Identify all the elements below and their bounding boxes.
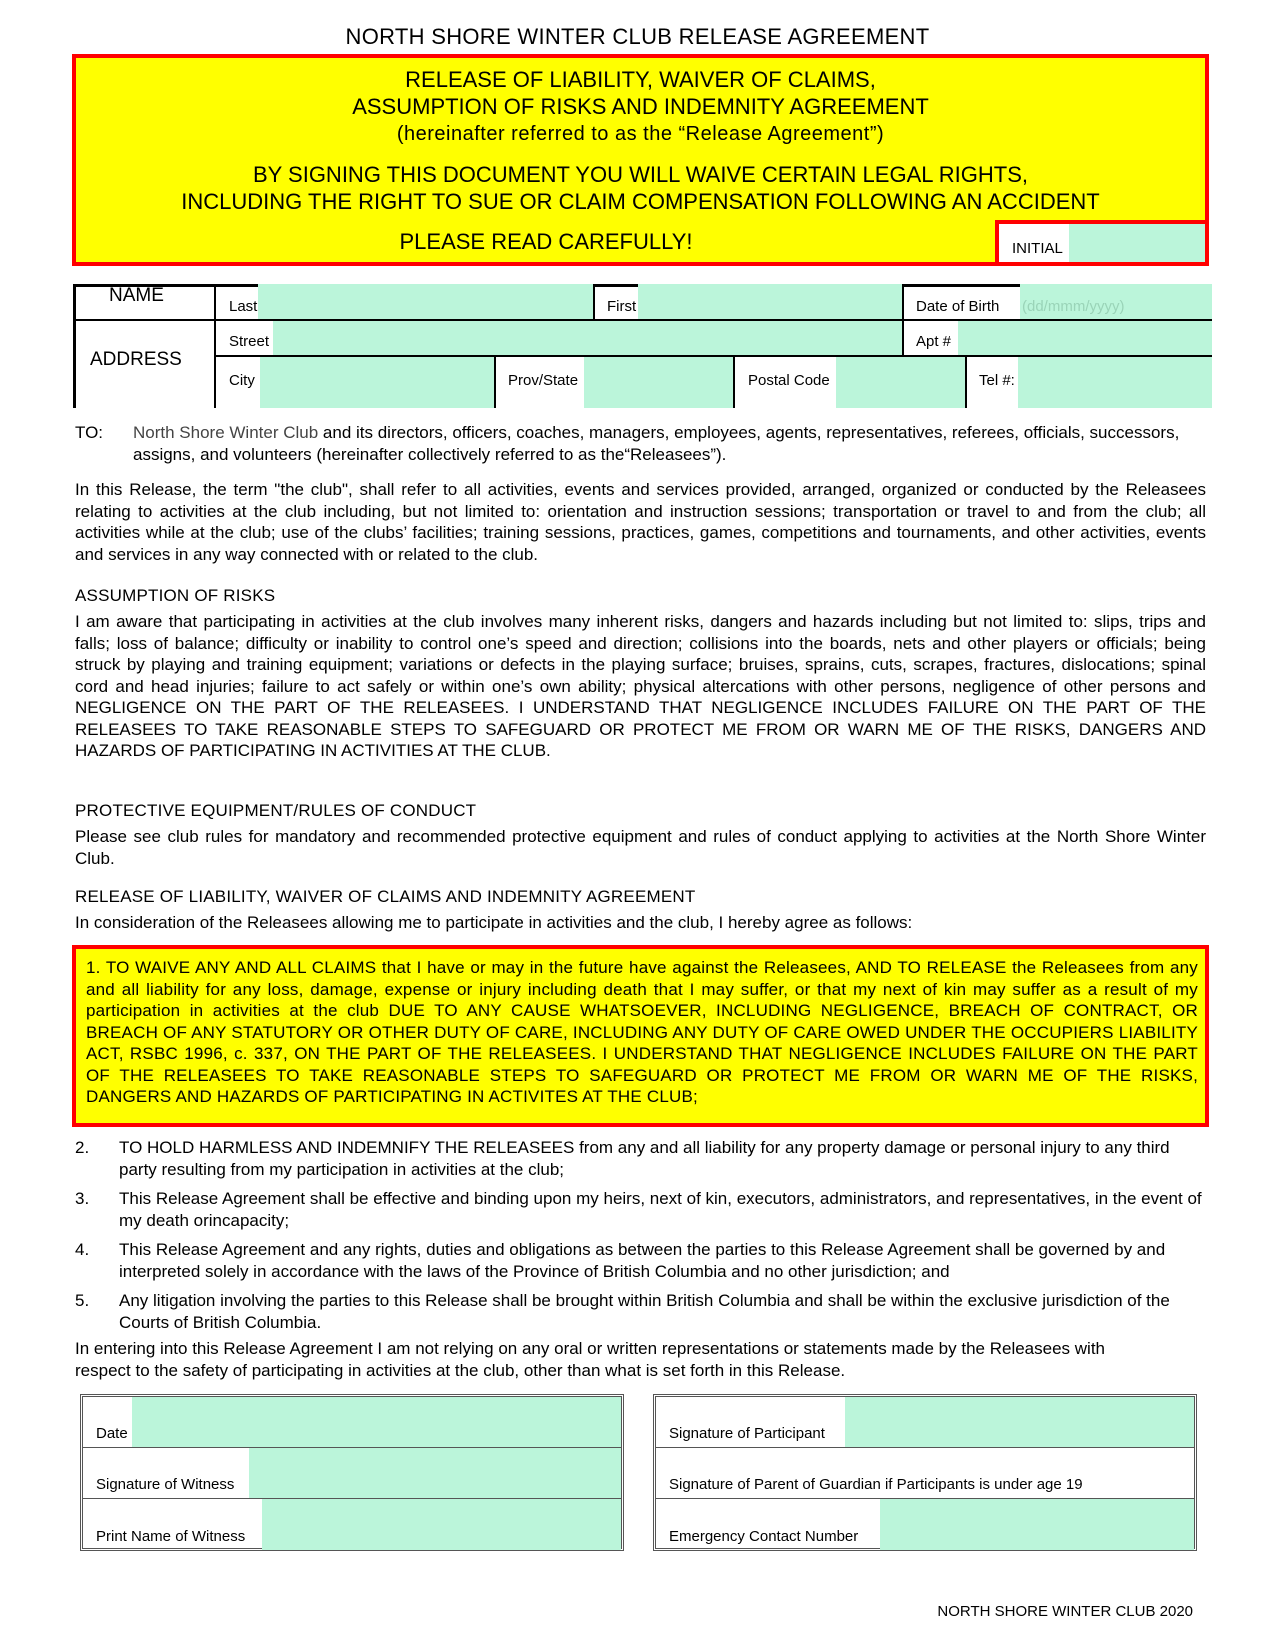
parent-signature-label: Signature of Parent of Guardian if Participants is under age 19 (669, 1476, 1083, 1493)
street-label: Street (229, 333, 270, 350)
to-recipients: and its directors, officers, coaches, managers, employees, agents, representatives, referees, officials, successors, assigns, and volunteers (hereinafter collectively referred to as the“Releasees”). (133, 423, 1180, 464)
apt-field[interactable] (958, 321, 1212, 355)
name-label: NAME (109, 285, 164, 306)
warning-rights-line1: BY SIGNING THIS DOCUMENT YOU WILL WAIVE CERTAIN LEGAL RIGHTS, (252, 162, 1029, 187)
risks-paragraph: I am aware that participating in activities at the club involves many inherent risks, dangers and hazards including but not limited to: slips, trips and falls; loss of balance; difficulty or inability to control one’s speed and direction; collisions into the boards, nets and other players or officials; being struck by playing and training equipment; variations or defects in the playing surface; bruises, sprains, cuts, scrapes, fractures, dislocations; spinal cord and head injuries; failure to act safely or within one’s own ability; physical altercations with other persons, negligence of other persons and NEGLIGENCE ON THE PART OF THE RELEASEES. I UNDERSTAND THAT NEGLIGENCE INCLUDES FAILURE ON THE PART OF THE RELEASEES TO TAKE REASONABLE STEPS TO SAFEGUARD OR PROTECT ME FROM OR WARN ME OF THE RISKS, DANGERS AND HAZARDS OF PARTICIPATING IN ACTIVITIES AT THE CLUB. (75, 612, 1206, 760)
first-name-field[interactable] (638, 284, 902, 319)
emergency-contact-field[interactable] (880, 1499, 1194, 1550)
clause-text: Any litigation involving the parties to this Release shall be brought within British Columbia and shall be within the exclusive jurisdiction of the Courts of British Columbia. (119, 1291, 1170, 1332)
release-intro: In consideration of the Releasees allowing me to participate in activities and the club, I hereby agree as follows: (75, 913, 913, 932)
prov-state-field[interactable] (584, 357, 733, 408)
warning-title-line2: ASSUMPTION OF RISKS AND INDEMNITY AGREEMENT (352, 94, 929, 119)
clause-number: 2. (75, 1138, 90, 1157)
club-name: North Shore Winter Club (133, 423, 319, 442)
date-of-birth-label: Date of Birth (916, 298, 1000, 315)
participant-signature-row (656, 1397, 1194, 1448)
postal-code-label: Postal Code (748, 372, 830, 389)
city-field[interactable] (260, 357, 494, 408)
clause-1-box (72, 945, 1209, 1127)
postal-code-field[interactable] (836, 357, 965, 408)
column-divider (965, 355, 967, 408)
equipment-paragraph: Please see club rules for mandatory and recommended protective equipment and rules of conduct applying to activities at the North Shore Winter Club. (75, 827, 1206, 868)
equipment-heading: PROTECTIVE EQUIPMENT/RULES OF CONDUCT (75, 801, 477, 820)
emergency-contact-label: Emergency Contact Number (669, 1528, 859, 1545)
date-of-birth-field[interactable] (1020, 284, 1212, 319)
release-heading: RELEASE OF LIABILITY, WAIVER OF CLAIMS AND INDEMNITY AGREEMENT (75, 887, 696, 906)
apt-label: Apt # (916, 333, 952, 350)
witness-name-label: Print Name of Witness (96, 1528, 246, 1545)
column-divider (214, 287, 216, 408)
column-divider (902, 287, 904, 356)
participant-signature-label: Signature of Participant (669, 1425, 825, 1442)
definition-paragraph: In this Release, the term "the club", shall refer to all activities, events and services provided, arranged, organized or conducted by the Releasees relating to activities at the club including, but not limited to: orientation and instruction sessions; transportation or travel to and from the club; all activities while at the club; use of the clubs’ facilities; training sessions, practices, games, competitions and tournaments, and other activities, events and services in any way connected with or related to the club. (75, 480, 1206, 564)
address-label: ADDRESS (90, 349, 182, 370)
witness-signature-label: Signature of Witness (96, 1476, 235, 1493)
document-title: NORTH SHORE WINTER CLUB RELEASE AGREEMENT (345, 24, 930, 49)
date-of-birth-placeholder: (dd/mmm/yyyy) (1022, 298, 1125, 315)
initial-label: INITIAL (1012, 240, 1063, 257)
emergency-contact-row (656, 1499, 1194, 1550)
warning-box (72, 54, 1209, 266)
tel-label: Tel #: (979, 372, 1015, 389)
witness-name-row (83, 1499, 621, 1550)
witness-signature-field[interactable] (249, 1448, 621, 1498)
date-row (83, 1397, 621, 1448)
column-divider (494, 355, 496, 408)
clause-1-text: 1. TO WAIVE ANY AND ALL CLAIMS that I have or may in the future have against the Releasees, AND TO RELEASE the Releasees from any and all liability for any loss, damage, expense or injury including death that I may suffer, or that my next of kin may suffer as a result of my participation in activities at the club DUE TO ANY CAUSE WHATSOEVER, INCLUDING NEGLIGENCE, BREACH OF CONTRACT, OR BREACH OF ANY STATUTORY OR OTHER DUTY OF CARE, INCLUDING ANY DUTY OF CARE OWED UNDER THE OCCUPIERS LIABILITY ACT, RSBC 1996, c. 337, ON THE PART OF THE RELEASEES. I UNDERSTAND THAT NEGLIGENCE INCLUDES FAILURE ON THE PART OF THE RELEASEES TO TAKE REASONABLE STEPS TO SAFEGUARD OR PROTECT ME FROM OR WARN ME OF THE RISKS, DANGERS AND HAZARDS OF PARTICIPATING IN ACTIVITES AT THE CLUB; (86, 958, 1198, 1106)
date-field[interactable] (132, 1397, 621, 1447)
parent-signature-row[interactable] (656, 1448, 1194, 1499)
risks-heading: ASSUMPTION OF RISKS (75, 586, 276, 605)
first-name-label: First (607, 298, 637, 315)
prov-state-label: Prov/State (508, 372, 579, 389)
last-name-label: Last (229, 298, 258, 315)
street-field[interactable] (273, 321, 902, 355)
witness-name-field[interactable] (262, 1499, 621, 1550)
last-name-field[interactable] (258, 284, 593, 319)
participant-signature-table (653, 1394, 1197, 1551)
clause-text: TO HOLD HARMLESS AND INDEMNIFY THE RELEASEES from any and all liability for any property damage or personal injury to any third party resulting from my participation in activities at the club; (119, 1138, 1170, 1179)
witness-signature-table (80, 1394, 624, 1551)
clause-text: This Release Agreement and any rights, duties and obligations as between the parties to this Release Agreement shall be governed by and interpreted solely in accordance with the laws of the Province of British Columbia and no other jurisdiction; and (119, 1240, 1166, 1281)
to-label: TO: (75, 423, 104, 442)
column-divider (733, 355, 735, 408)
participant-info-table (73, 284, 1209, 408)
please-read-carefully: PLEASE READ CAREFULLY! (399, 229, 693, 254)
clause-number: 4. (75, 1240, 90, 1259)
column-divider (593, 287, 595, 320)
clause-number: 3. (75, 1189, 90, 1208)
city-label: City (229, 372, 255, 389)
row-divider (76, 319, 216, 321)
warning-title-line1: RELEASE OF LIABILITY, WAIVER OF CLAIMS, (405, 67, 876, 92)
clause-text: This Release Agreement shall be effective and binding upon my heirs, next of kin, executors, administrators, and representatives, in the event of my death orincapacity; (119, 1189, 1202, 1230)
tel-field[interactable] (1018, 357, 1212, 408)
date-label: Date (96, 1425, 128, 1442)
witness-signature-row (83, 1448, 621, 1499)
initial-field[interactable] (1069, 224, 1205, 262)
to-text (133, 422, 1206, 465)
closing-paragraph: In entering into this Release Agreement I am not relying on any oral or written representations or statements made by the Releasees with respect to the safety of participating in activities at the club, other than what is set forth in this Release. (75, 1339, 1105, 1380)
warning-rights-line2: INCLUDING THE RIGHT TO SUE OR CLAIM COMPENSATION FOLLOWING AN ACCIDENT (181, 189, 1100, 214)
warning-subtitle: (hereinafter referred to as the “Release Agreement”) (396, 123, 885, 145)
clause-number: 5. (75, 1291, 90, 1310)
footer-text: NORTH SHORE WINTER CLUB 2020 (937, 1603, 1193, 1620)
initial-box (995, 220, 1209, 266)
participant-signature-field[interactable] (845, 1397, 1194, 1447)
